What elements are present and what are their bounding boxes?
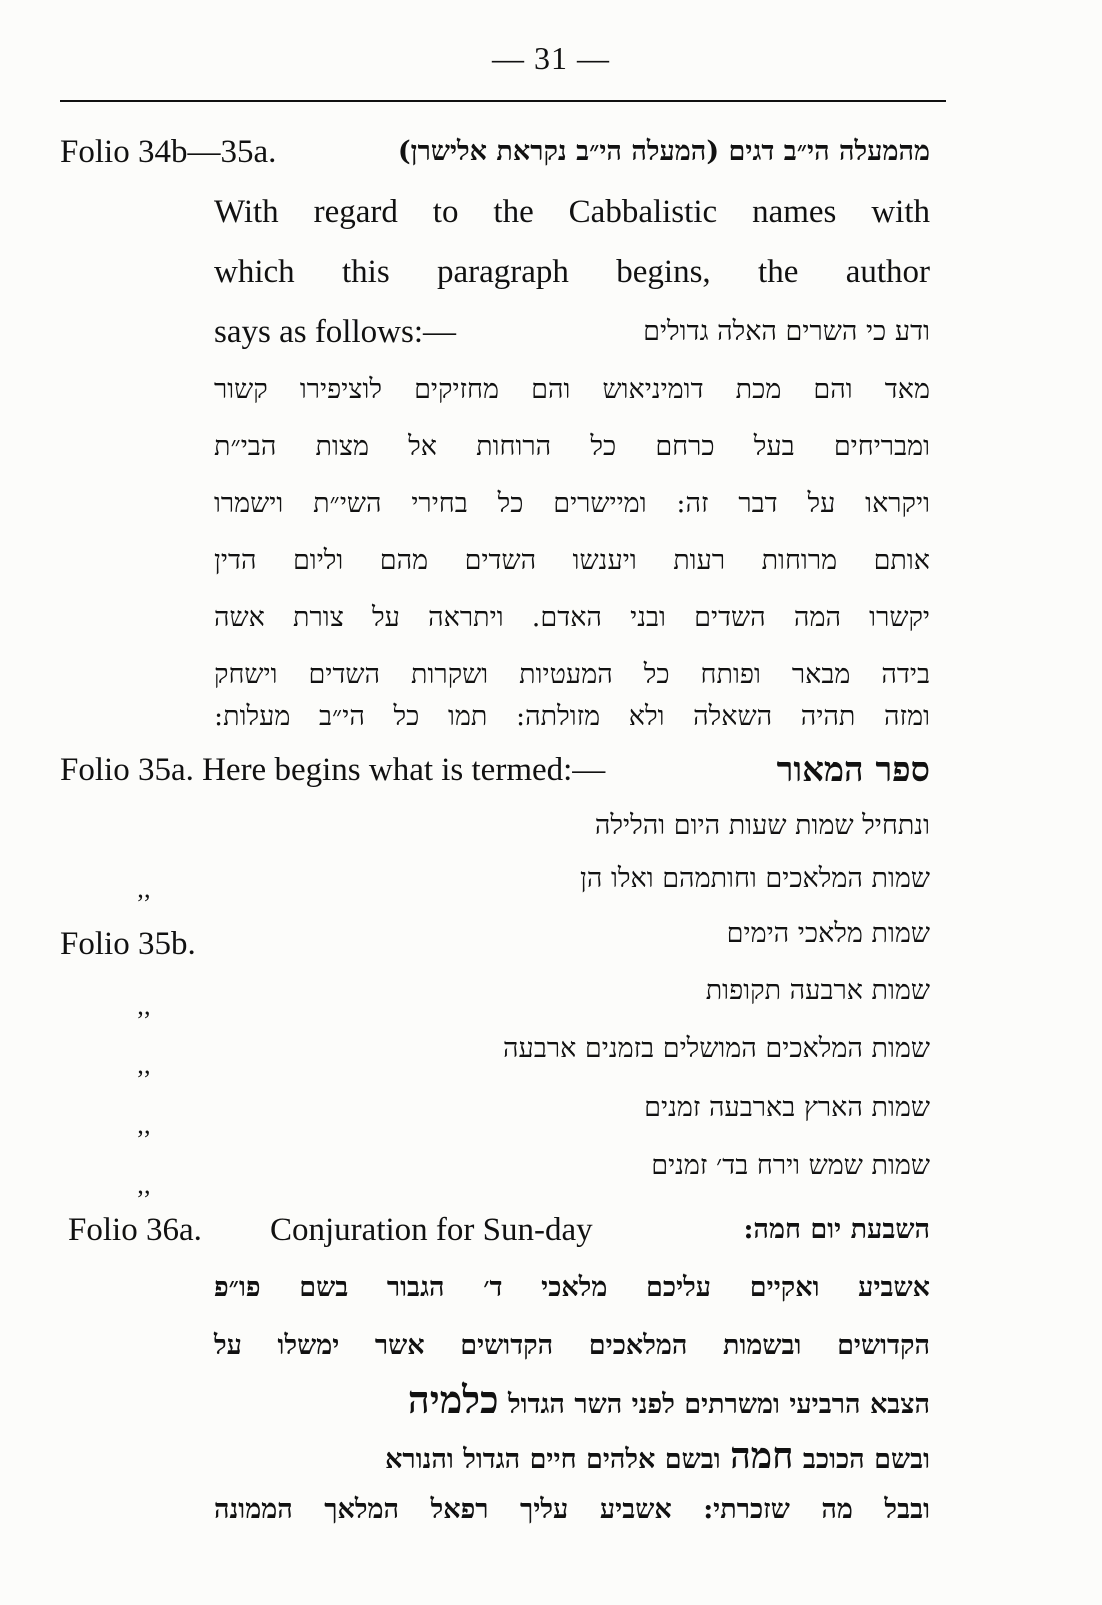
ditto-mark: ’’ bbox=[136, 1065, 152, 1094]
hebrew-line-with-name bbox=[214, 1436, 930, 1480]
english-line: says as follows:— bbox=[214, 314, 456, 350]
hebrew-line: יקשרו המה השדים ובני האדם. ויתראה על צורת אשה bbox=[214, 602, 930, 633]
hebrew-line-with-name bbox=[214, 1377, 930, 1425]
folio-label: Folio 35b. bbox=[60, 926, 196, 962]
hebrew-heading: מהמעלה הי״ב דגים (המעלה הי״ב נקראת אלישרן) bbox=[397, 136, 930, 167]
hebrew-line: שמות שמש וירח בד׳ זמנים bbox=[651, 1150, 930, 1181]
hebrew-line: אותם מרוחות רעות ויענשו השדים מהם וליום הדין bbox=[214, 545, 930, 576]
hebrew-line: אשביע ואקיים עליכם מלאכי ד׳ הגבור בשם פו״פ bbox=[214, 1272, 930, 1303]
folio-label: Folio 34b—35a. bbox=[60, 134, 277, 170]
hebrew-line: שמות המלאכים וחותמהם ואלו הן bbox=[579, 863, 930, 894]
hebrew-line: בידה מבאר ופותח כל המעטיות ושקרות השדים וישחק bbox=[214, 659, 930, 690]
ditto-mark: ’’ bbox=[136, 1125, 152, 1154]
hebrew-line: ויקראו על דבר זה: ומיישרים כל בחירי השי״ת וישמרו bbox=[214, 488, 930, 519]
ditto-mark: ’’ bbox=[136, 889, 152, 918]
hebrew-line: שמות הארץ בארבעה זמנים bbox=[644, 1092, 930, 1123]
hebrew-title: השבעת יום חמה: bbox=[743, 1214, 930, 1245]
english-line: With regard to the Cabbalistic names with bbox=[214, 194, 930, 230]
divine-name: כלמיה bbox=[407, 1377, 499, 1422]
hebrew-line: ונתחיל שמות שעות היום והלילה bbox=[594, 810, 930, 841]
folio-label: Folio 36a. bbox=[68, 1212, 202, 1248]
hebrew-line: ומבריחים בעל כרחם כל הרוחות אל מצות הבי״ת bbox=[214, 431, 930, 462]
page-number: — 31 — bbox=[492, 40, 610, 76]
hebrew-line: ובבל מה שזכרתי: אשביע עליך רפאל המלאך הממונה bbox=[214, 1494, 930, 1525]
hebrew-text: ובשם הכוכב bbox=[802, 1444, 930, 1475]
hebrew-line: שמות המלאכים המושלים בזמנים ארבעה bbox=[503, 1033, 930, 1064]
hebrew-line: הקדושים ובשמות המלאכים הקדושים אשר ימשלו על bbox=[214, 1330, 930, 1361]
conjuration-title: Conjuration for Sun-day bbox=[270, 1212, 593, 1248]
hebrew-line: שמות ארבעה תקופות bbox=[705, 975, 930, 1006]
hebrew-line: מאד והם מכת דומיניאוש והם מחזיקים לוציפירו קשור bbox=[214, 374, 930, 405]
planet-name: חמה bbox=[730, 1435, 794, 1477]
ditto-mark: ’’ bbox=[136, 1185, 152, 1214]
hebrew-text: ובשם אלהים חיים הגדול והנורא bbox=[385, 1444, 721, 1475]
hebrew-line: ומזה תהיה השאלה ולא מזולתה: תמו כל הי״ב מעלות: bbox=[214, 701, 930, 732]
folio-label: Folio 35a. Here begins what is termed:— bbox=[60, 752, 606, 788]
header-rule bbox=[60, 100, 946, 102]
hebrew-text: הצבא הרביעי ומשרתים לפני השר הגדול bbox=[507, 1389, 930, 1420]
ditto-mark: ’’ bbox=[136, 1006, 152, 1035]
hebrew-line: שמות מלאכי הימים bbox=[726, 918, 930, 949]
hebrew-title: ספר המאור bbox=[776, 750, 930, 790]
english-line: which this paragraph begins, the author bbox=[214, 254, 930, 290]
hebrew-line: ודע כי השרים האלה גדולים bbox=[643, 316, 930, 347]
